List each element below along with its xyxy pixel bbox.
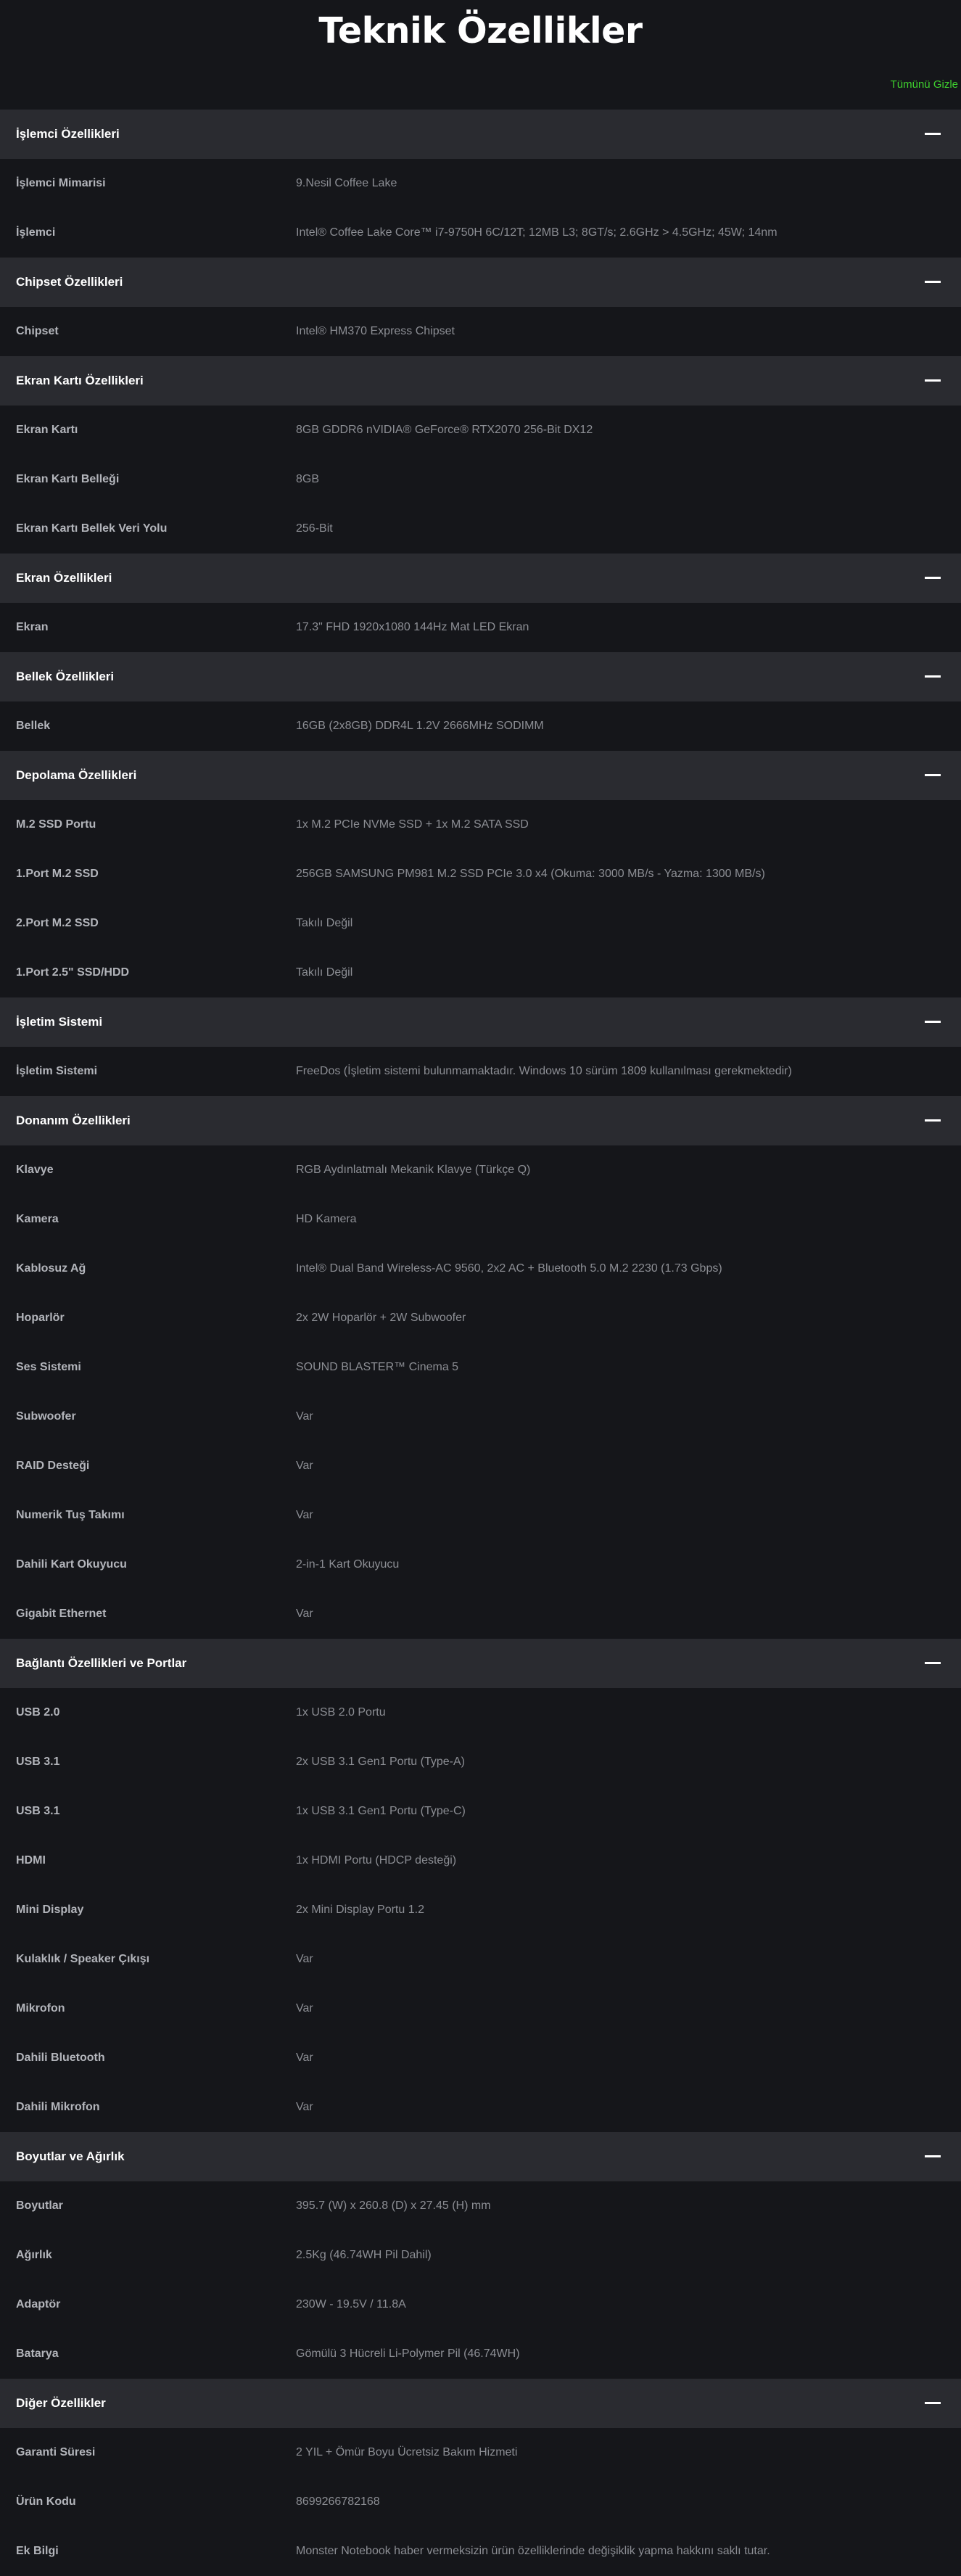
spec-label: 2.Port M.2 SSD (16, 917, 99, 929)
section-header[interactable] (0, 751, 961, 800)
spec-row (0, 849, 961, 899)
spec-row (0, 2083, 961, 2132)
spec-label: İşlemci (16, 226, 56, 239)
spec-value: 2 YIL + Ömür Boyu Ücretsiz Bakım Hizmeti (296, 2446, 518, 2458)
spec-value: 1x HDMI Portu (HDCP desteği) (296, 1854, 457, 1867)
minus-icon[interactable] (925, 2402, 941, 2404)
spec-value: Gömülü 3 Hücreli Li-Polymer Pil (46.74WH) (296, 2347, 520, 2360)
spec-row (0, 504, 961, 554)
spec-value: RGB Aydınlatmalı Mekanik Klavye (Türkçe Q) (296, 1164, 531, 1176)
spec-value: 2x 2W Hoparlör + 2W Subwoofer (296, 1312, 466, 1324)
spec-label: Dahili Mikrofon (16, 2101, 100, 2113)
spec-label: USB 3.1 (16, 1805, 60, 1817)
spec-value: Intel® Coffee Lake Core™ i7-9750H 6C/12T; 12MB L3; 8GT/s; 2.6GHz > 4.5GHz; 45W; 14nm (296, 226, 778, 239)
spec-label: Kulaklık / Speaker Çıkışı (16, 1953, 150, 1965)
spec-value: 2-in-1 Kart Okuyucu (296, 1558, 400, 1571)
section-header[interactable] (0, 554, 961, 603)
spec-list (0, 110, 961, 2576)
spec-value: Var (296, 1460, 313, 1472)
spec-row (0, 800, 961, 849)
spec-value: SOUND BLASTER™ Cinema 5 (296, 1361, 459, 1373)
spec-label: Ağırlık (16, 2249, 52, 2261)
spec-row (0, 2329, 961, 2379)
spec-row (0, 2280, 961, 2329)
spec-value: Takılı Değil (296, 966, 353, 979)
minus-icon[interactable] (925, 774, 941, 776)
spec-label: Boyutlar (16, 2200, 63, 2212)
spec-row (0, 1540, 961, 1589)
spec-row (0, 307, 961, 356)
spec-value: 2x USB 3.1 Gen1 Portu (Type-A) (296, 1756, 465, 1768)
spec-value: 9.Nesil Coffee Lake (296, 177, 397, 189)
minus-icon[interactable] (925, 577, 941, 579)
section-title: Ekran Özellikleri (16, 571, 112, 585)
spec-value: 2.5Kg (46.74WH Pil Dahil) (296, 2249, 432, 2261)
spec-label: Kamera (16, 1213, 59, 1225)
hide-all-link[interactable]: Tümünü Gizle (890, 78, 958, 91)
spec-row (0, 1343, 961, 1392)
spec-label: Dahili Kart Okuyucu (16, 1558, 127, 1571)
spec-label: Chipset (16, 325, 59, 337)
spec-label: Ses Sistemi (16, 1361, 81, 1373)
spec-label: Subwoofer (16, 1410, 76, 1423)
spec-value: Var (296, 1953, 313, 1965)
spec-row (0, 1491, 961, 1540)
page-title: Teknik Özellikler (318, 10, 643, 52)
spec-row (0, 1885, 961, 1935)
spec-value: 17.3" FHD 1920x1080 144Hz Mat LED Ekran (296, 621, 529, 633)
section-title: Boyutlar ve Ağırlık (16, 2149, 125, 2163)
spec-row (0, 2527, 961, 2576)
spec-label: Numerik Tuş Takımı (16, 1509, 125, 1521)
spec-row (0, 2033, 961, 2083)
spec-row (0, 2428, 961, 2477)
spec-label: Adaptör (16, 2298, 61, 2310)
section-title: Chipset Özellikleri (16, 275, 123, 289)
spec-value: 1x USB 3.1 Gen1 Portu (Type-C) (296, 1805, 466, 1817)
spec-row (0, 2477, 961, 2527)
spec-value: 256-Bit (296, 522, 333, 535)
spec-value: Var (296, 1608, 313, 1620)
spec-value: 1x M.2 PCIe NVMe SSD + 1x M.2 SATA SSD (296, 818, 529, 831)
section-title: İşletim Sistemi (16, 1015, 103, 1029)
spec-value: HD Kamera (296, 1213, 357, 1225)
spec-value: 2x Mini Display Portu 1.2 (296, 1904, 424, 1916)
spec-label: USB 2.0 (16, 1706, 60, 1719)
section-header[interactable] (0, 652, 961, 701)
spec-row (0, 1589, 961, 1639)
spec-row (0, 2231, 961, 2280)
minus-icon[interactable] (925, 379, 941, 382)
spec-row (0, 1195, 961, 1244)
minus-icon[interactable] (925, 1021, 941, 1023)
spec-label: Gigabit Ethernet (16, 1608, 107, 1620)
minus-icon[interactable] (925, 2155, 941, 2157)
spec-label: Garanti Süresi (16, 2446, 96, 2458)
spec-row (0, 1441, 961, 1491)
spec-value: 1x USB 2.0 Portu (296, 1706, 386, 1719)
spec-row (0, 2181, 961, 2231)
spec-label: Bellek (16, 720, 51, 732)
spec-value: 230W - 19.5V / 11.8A (296, 2298, 406, 2310)
spec-label: İşlemci Mimarisi (16, 177, 106, 189)
section-header[interactable] (0, 1639, 961, 1688)
spec-value: Var (296, 1509, 313, 1521)
spec-label: İşletim Sistemi (16, 1065, 98, 1077)
section-header[interactable] (0, 2132, 961, 2181)
spec-value: Monster Notebook haber vermeksizin ürün özelliklerinde değişiklik yapma hakkını saklı tutar. (296, 2545, 770, 2557)
section-header[interactable] (0, 356, 961, 406)
section-header[interactable] (0, 997, 961, 1047)
spec-label: RAID Desteği (16, 1460, 90, 1472)
section-title: Bağlantı Özellikleri ve Portlar (16, 1656, 187, 1670)
spec-label: Dahili Bluetooth (16, 2052, 105, 2064)
section-header[interactable] (0, 1096, 961, 1145)
spec-row (0, 406, 961, 455)
spec-label: Ek Bilgi (16, 2545, 59, 2557)
spec-row (0, 603, 961, 652)
section-title: Ekran Kartı Özellikleri (16, 374, 144, 387)
spec-row (0, 1145, 961, 1195)
spec-row (0, 701, 961, 751)
spec-row (0, 1047, 961, 1096)
spec-label: M.2 SSD Portu (16, 818, 96, 831)
spec-label: Klavye (16, 1164, 54, 1176)
spec-label: Ekran Kartı Belleği (16, 473, 120, 485)
spec-row (0, 1787, 961, 1836)
section-header[interactable] (0, 110, 961, 159)
spec-label: 1.Port M.2 SSD (16, 868, 99, 880)
spec-label: Ekran Kartı (16, 424, 78, 436)
spec-value: Var (296, 2101, 313, 2113)
minus-icon[interactable] (925, 133, 941, 135)
section-title: İşlemci Özellikleri (16, 127, 120, 141)
spec-value: Intel® Dual Band Wireless-AC 9560, 2x2 AC + Bluetooth 5.0 M.2 2230 (1.73 Gbps) (296, 1262, 722, 1275)
spec-label: 1.Port 2.5" SSD/HDD (16, 966, 130, 979)
spec-label: Ekran (16, 621, 49, 633)
spec-row (0, 1737, 961, 1787)
section-title: Diğer Özellikler (16, 2396, 106, 2410)
minus-icon[interactable] (925, 1662, 941, 1664)
spec-row (0, 455, 961, 504)
spec-row (0, 1984, 961, 2033)
spec-row (0, 1836, 961, 1885)
spec-value: 8GB (296, 473, 320, 485)
spec-label: Mikrofon (16, 2002, 65, 2015)
spec-label: Batarya (16, 2347, 59, 2360)
hide-all-row (0, 62, 961, 110)
spec-row (0, 1244, 961, 1293)
spec-label: USB 3.1 (16, 1756, 60, 1768)
spec-label: HDMI (16, 1854, 46, 1867)
spec-label: Mini Display (16, 1904, 84, 1916)
spec-value: Var (296, 2052, 313, 2064)
minus-icon[interactable] (925, 1119, 941, 1122)
section-title: Donanım Özellikleri (16, 1114, 131, 1127)
spec-value: Var (296, 2002, 313, 2015)
spec-row (0, 208, 961, 258)
spec-value: Takılı Değil (296, 917, 353, 929)
minus-icon[interactable] (925, 281, 941, 283)
spec-value: 8GB GDDR6 nVIDIA® GeForce® RTX2070 256-Bit DX12 (296, 424, 593, 436)
section-header[interactable] (0, 2379, 961, 2428)
section-header[interactable] (0, 258, 961, 307)
spec-value: 16GB (2x8GB) DDR4L 1.2V 2666MHz SODIMM (296, 720, 544, 732)
spec-row (0, 1392, 961, 1441)
spec-value: Var (296, 1410, 313, 1423)
spec-label: Hoparlör (16, 1312, 65, 1324)
spec-row (0, 159, 961, 208)
spec-label: Ekran Kartı Bellek Veri Yolu (16, 522, 168, 535)
spec-row (0, 1688, 961, 1737)
spec-label: Ürün Kodu (16, 2495, 76, 2508)
spec-row (0, 1293, 961, 1343)
spec-row (0, 899, 961, 948)
spec-value: 8699266782168 (296, 2495, 380, 2508)
spec-row (0, 948, 961, 997)
minus-icon[interactable] (925, 675, 941, 678)
spec-label: Kablosuz Ağ (16, 1262, 86, 1275)
section-title: Bellek Özellikleri (16, 670, 115, 683)
section-title: Depolama Özellikleri (16, 768, 137, 782)
spec-value: FreeDos (İşletim sistemi bulunmamaktadır. Windows 10 sürüm 1809 kullanılması gerekmektedir) (296, 1065, 792, 1077)
spec-value: 395.7 (W) x 260.8 (D) x 27.45 (H) mm (296, 2200, 491, 2212)
spec-value: 256GB SAMSUNG PM981 M.2 SSD PCIe 3.0 x4 (Okuma: 3000 MB/s - Yazma: 1300 MB/s) (296, 868, 765, 880)
spec-row (0, 1935, 961, 1984)
spec-value: Intel® HM370 Express Chipset (296, 325, 455, 337)
